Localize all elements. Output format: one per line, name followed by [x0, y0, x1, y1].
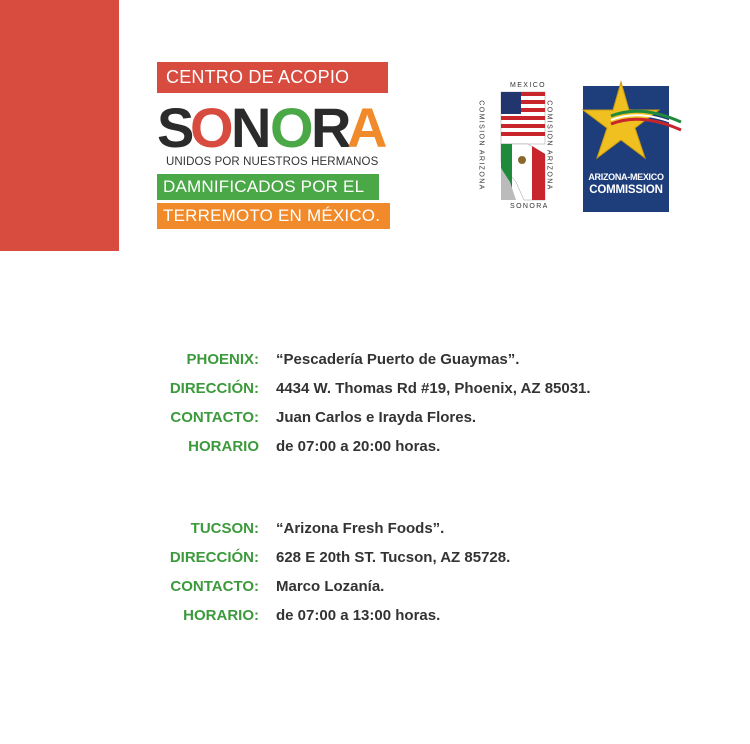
svg-text:O: O [190, 97, 230, 155]
hours-value: de 07:00 a 13:00 horas. [276, 607, 441, 624]
svg-text:R: R [311, 97, 348, 155]
city-value: “Pescadería Puerto de Guaymas”. [276, 351, 520, 368]
contact-label: CONTACTO: [170, 578, 259, 595]
seal-bottom-text: SONORA [510, 203, 549, 210]
seal-right-text: COMISION ARIZONA [545, 100, 553, 191]
location-phoenix [0, 350, 750, 466]
row-address [0, 548, 750, 577]
centro-acopio-sonora-logo [157, 62, 390, 229]
row-city [0, 519, 750, 548]
city-value: “Arizona Fresh Foods”. [276, 520, 445, 537]
arizona-mexico-commission-logo [583, 86, 669, 212]
logo-green-bar: DAMNIFICADOS POR EL [157, 174, 379, 200]
row-city [0, 350, 750, 379]
row-hours [0, 606, 750, 635]
row-contact [0, 577, 750, 606]
commission-line2: COMMISSION [589, 184, 663, 196]
arizona-mexico-seal [477, 82, 560, 212]
svg-text:S: S [157, 97, 191, 155]
address-label: DIRECCIÓN: [169, 549, 259, 566]
seal-top-text: MEXICO [510, 82, 547, 89]
city-label: PHOENIX: [186, 351, 259, 368]
row-contact [0, 408, 750, 437]
location-tucson [0, 519, 750, 635]
hours-label: HORARIO: [183, 607, 259, 624]
logo-tagline: UNIDOS POR NUESTROS HERMANOS [166, 156, 379, 168]
red-corner-block [0, 0, 119, 251]
logo-top-bar: CENTRO DE ACOPIO [157, 62, 388, 93]
svg-text:A: A [347, 97, 384, 155]
hours-label: HORARIO [188, 438, 259, 455]
commission-line1: ARIZONA-MEXICO [588, 172, 664, 182]
contact-label: CONTACTO: [170, 409, 259, 426]
city-label: TUCSON: [190, 520, 259, 537]
sonora-wordmark-graphic [157, 97, 390, 155]
contact-value: Juan Carlos e Irayda Flores. [276, 409, 477, 426]
gold-star-icon [571, 74, 686, 174]
address-value: 4434 W. Thomas Rd #19, Phoenix, AZ 85031. [276, 380, 591, 397]
row-hours [0, 437, 750, 466]
address-label: DIRECCIÓN: [169, 380, 259, 397]
address-value: 628 E 20th ST. Tucson, AZ 85728. [276, 549, 511, 566]
hours-value: de 07:00 a 20:00 horas. [276, 438, 441, 455]
seal-left-text: COMISION ARIZONA [477, 100, 485, 191]
contact-value: Marco Lozanía. [276, 578, 385, 595]
svg-text:N: N [231, 97, 268, 155]
logo-orange-bar: TERREMOTO EN MÉXICO. [157, 203, 390, 229]
svg-text:O: O [270, 97, 310, 155]
row-address [0, 379, 750, 408]
sonora-wordmark [157, 97, 390, 155]
